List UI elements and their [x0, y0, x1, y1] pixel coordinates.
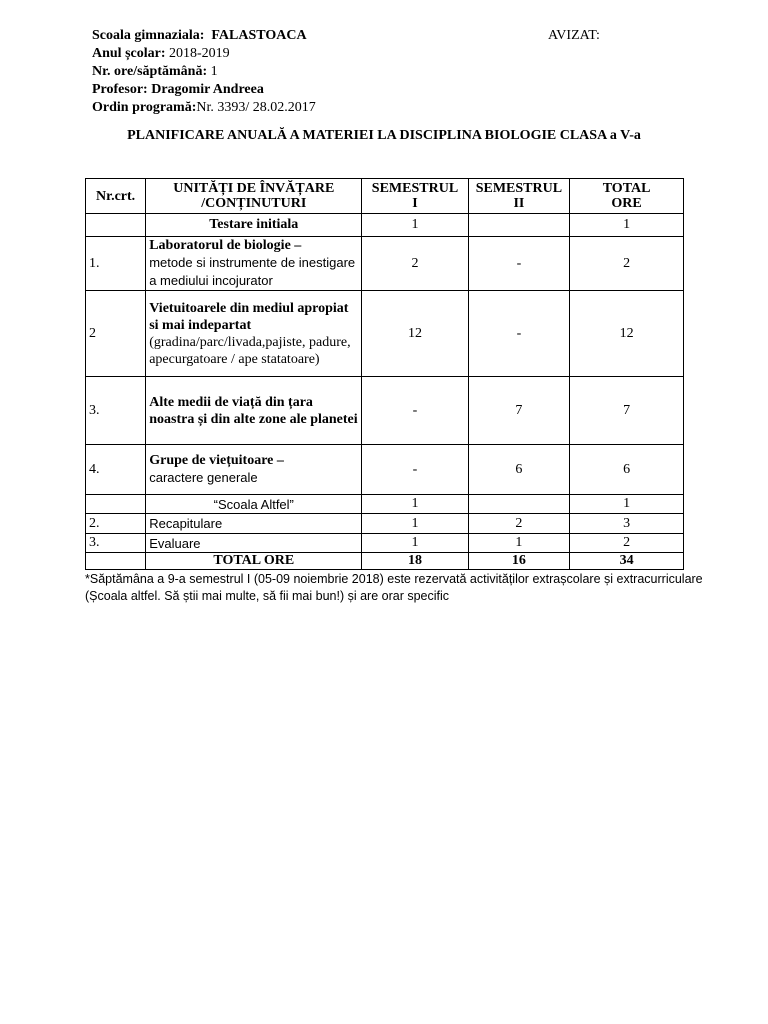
table-row-testare: [86, 214, 684, 237]
altfel-s2: [468, 495, 570, 514]
row1-title: Laboratorul de biologie –: [149, 238, 302, 253]
table-row-2: [86, 291, 684, 377]
testare-total: 1: [570, 214, 684, 237]
total-nr: [86, 553, 146, 570]
total-label: TOTAL ORE: [146, 553, 362, 570]
table-row-altfel: [86, 495, 684, 514]
row3-s1: -: [362, 377, 468, 445]
altfel-label: “Scoala Altfel”: [146, 495, 362, 514]
row2-nr: 2: [86, 291, 146, 377]
table-row-total: [86, 553, 684, 570]
header-sem2-line2: II: [513, 196, 525, 211]
hours-label: Nr. ore/săptămână:: [92, 64, 208, 79]
row4-desc: caractere generale: [149, 470, 258, 485]
hours-line: [92, 63, 316, 81]
header-total: [570, 179, 684, 214]
row4-total: 6: [570, 445, 684, 495]
row4-s2: 6: [468, 445, 570, 495]
recap-s2: 2: [468, 514, 570, 534]
order-value: Nr. 3393/ 28.02.2017: [196, 100, 316, 115]
recap-s1: 1: [362, 514, 468, 534]
teacher-value: Dragomir Andreea: [151, 82, 264, 97]
table-row-recap: [86, 514, 684, 534]
table-header-row: [86, 179, 684, 214]
header-sem1: [362, 179, 468, 214]
order-line: [92, 99, 316, 117]
row1-s1: 2: [362, 237, 468, 291]
row3-nr: 3.: [86, 377, 146, 445]
row1-s2: -: [468, 237, 570, 291]
year-value: 2018-2019: [169, 46, 230, 61]
school-value: FALASTOACA: [211, 28, 307, 43]
table-row-3: [86, 377, 684, 445]
hours-value: 1: [210, 64, 218, 79]
row4-content: [146, 445, 362, 495]
eval-nr: 3.: [86, 534, 146, 553]
table-row-1: [86, 237, 684, 291]
school-label: Scoala gimnaziala:: [92, 28, 205, 43]
total-total: 34: [570, 553, 684, 570]
year-label: Anul școlar:: [92, 46, 166, 61]
altfel-nr: [86, 495, 146, 514]
altfel-total: 1: [570, 495, 684, 514]
header-sem2-line1: SEMESTRUL: [475, 181, 563, 196]
total-s2: 16: [468, 553, 570, 570]
recap-label: Recapitulare: [146, 514, 362, 534]
header-sem1-line1: SEMESTRUL: [371, 181, 459, 196]
footnote: *Săptămâna a 9-a semestrul I (05-09 noiembrie 2018) este rezervată activităților extrașcolare și extracurriculare (Școala altfel. Să știi mai multe, să fii mai bun!) și are orar specific: [85, 572, 703, 603]
row4-s1: -: [362, 445, 468, 495]
eval-label: Evaluare: [146, 534, 362, 553]
header-total-line2: ORE: [611, 196, 642, 211]
order-label: Ordin programă:: [92, 100, 197, 115]
row3-total: 7: [570, 377, 684, 445]
header-units-line1: UNITĂȚI DE ÎNVĂȚARE: [173, 181, 335, 196]
row3-s2: 7: [468, 377, 570, 445]
testare-s2: [468, 214, 570, 237]
row1-content: [146, 237, 362, 291]
total-s1: 18: [362, 553, 468, 570]
header-units-line2: /CONȚINUTURI: [201, 196, 307, 211]
row2-s1: 12: [362, 291, 468, 377]
school-line: [92, 27, 316, 45]
recap-total: 3: [570, 514, 684, 534]
row1-total: 2: [570, 237, 684, 291]
header-nr: Nr.crt.: [86, 179, 146, 214]
teacher-line: [92, 81, 316, 99]
table-row-4: [86, 445, 684, 495]
row1-desc: metode si instrumente de inestigare a mediului incojurator: [149, 255, 356, 288]
testare-nr: [86, 214, 146, 237]
row4-title: Grupe de viețuitoare –: [149, 453, 284, 468]
testare-s1: 1: [362, 214, 468, 237]
row4-nr: 4.: [86, 445, 146, 495]
row2-desc: (gradina/parc/livada,pajiste, padure, apecurgatoare / ape statatoare): [149, 334, 351, 367]
row3-title: Alte medii de viață din țara noastra și din alte zone ale planetei: [146, 377, 362, 445]
document-header: [92, 27, 316, 117]
teacher-label: Profesor:: [92, 82, 148, 97]
row2-s2: -: [468, 291, 570, 377]
document-title: PLANIFICARE ANUALĂ A MATERIEI LA DISCIPLINA BIOLOGIE CLASA a V-a: [127, 128, 641, 143]
planning-table: [85, 178, 684, 570]
altfel-s1: 1: [362, 495, 468, 514]
row2-title: Vietuitoarele din mediul apropiat si mai indepartat: [149, 300, 349, 333]
row1-nr: 1.: [86, 237, 146, 291]
header-sem1-line2: I: [412, 196, 418, 211]
eval-s2: 1: [468, 534, 570, 553]
table-row-eval: [86, 534, 684, 553]
recap-nr: 2.: [86, 514, 146, 534]
header-units: [146, 179, 362, 214]
year-line: [92, 45, 316, 63]
row2-total: 12: [570, 291, 684, 377]
header-total-line1: TOTAL: [602, 181, 651, 196]
avizat-label: AVIZAT:: [548, 28, 600, 43]
header-sem2: [468, 179, 570, 214]
eval-s1: 1: [362, 534, 468, 553]
row2-content: [146, 291, 362, 377]
testare-label: Testare initiala: [146, 214, 362, 237]
eval-total: 2: [570, 534, 684, 553]
